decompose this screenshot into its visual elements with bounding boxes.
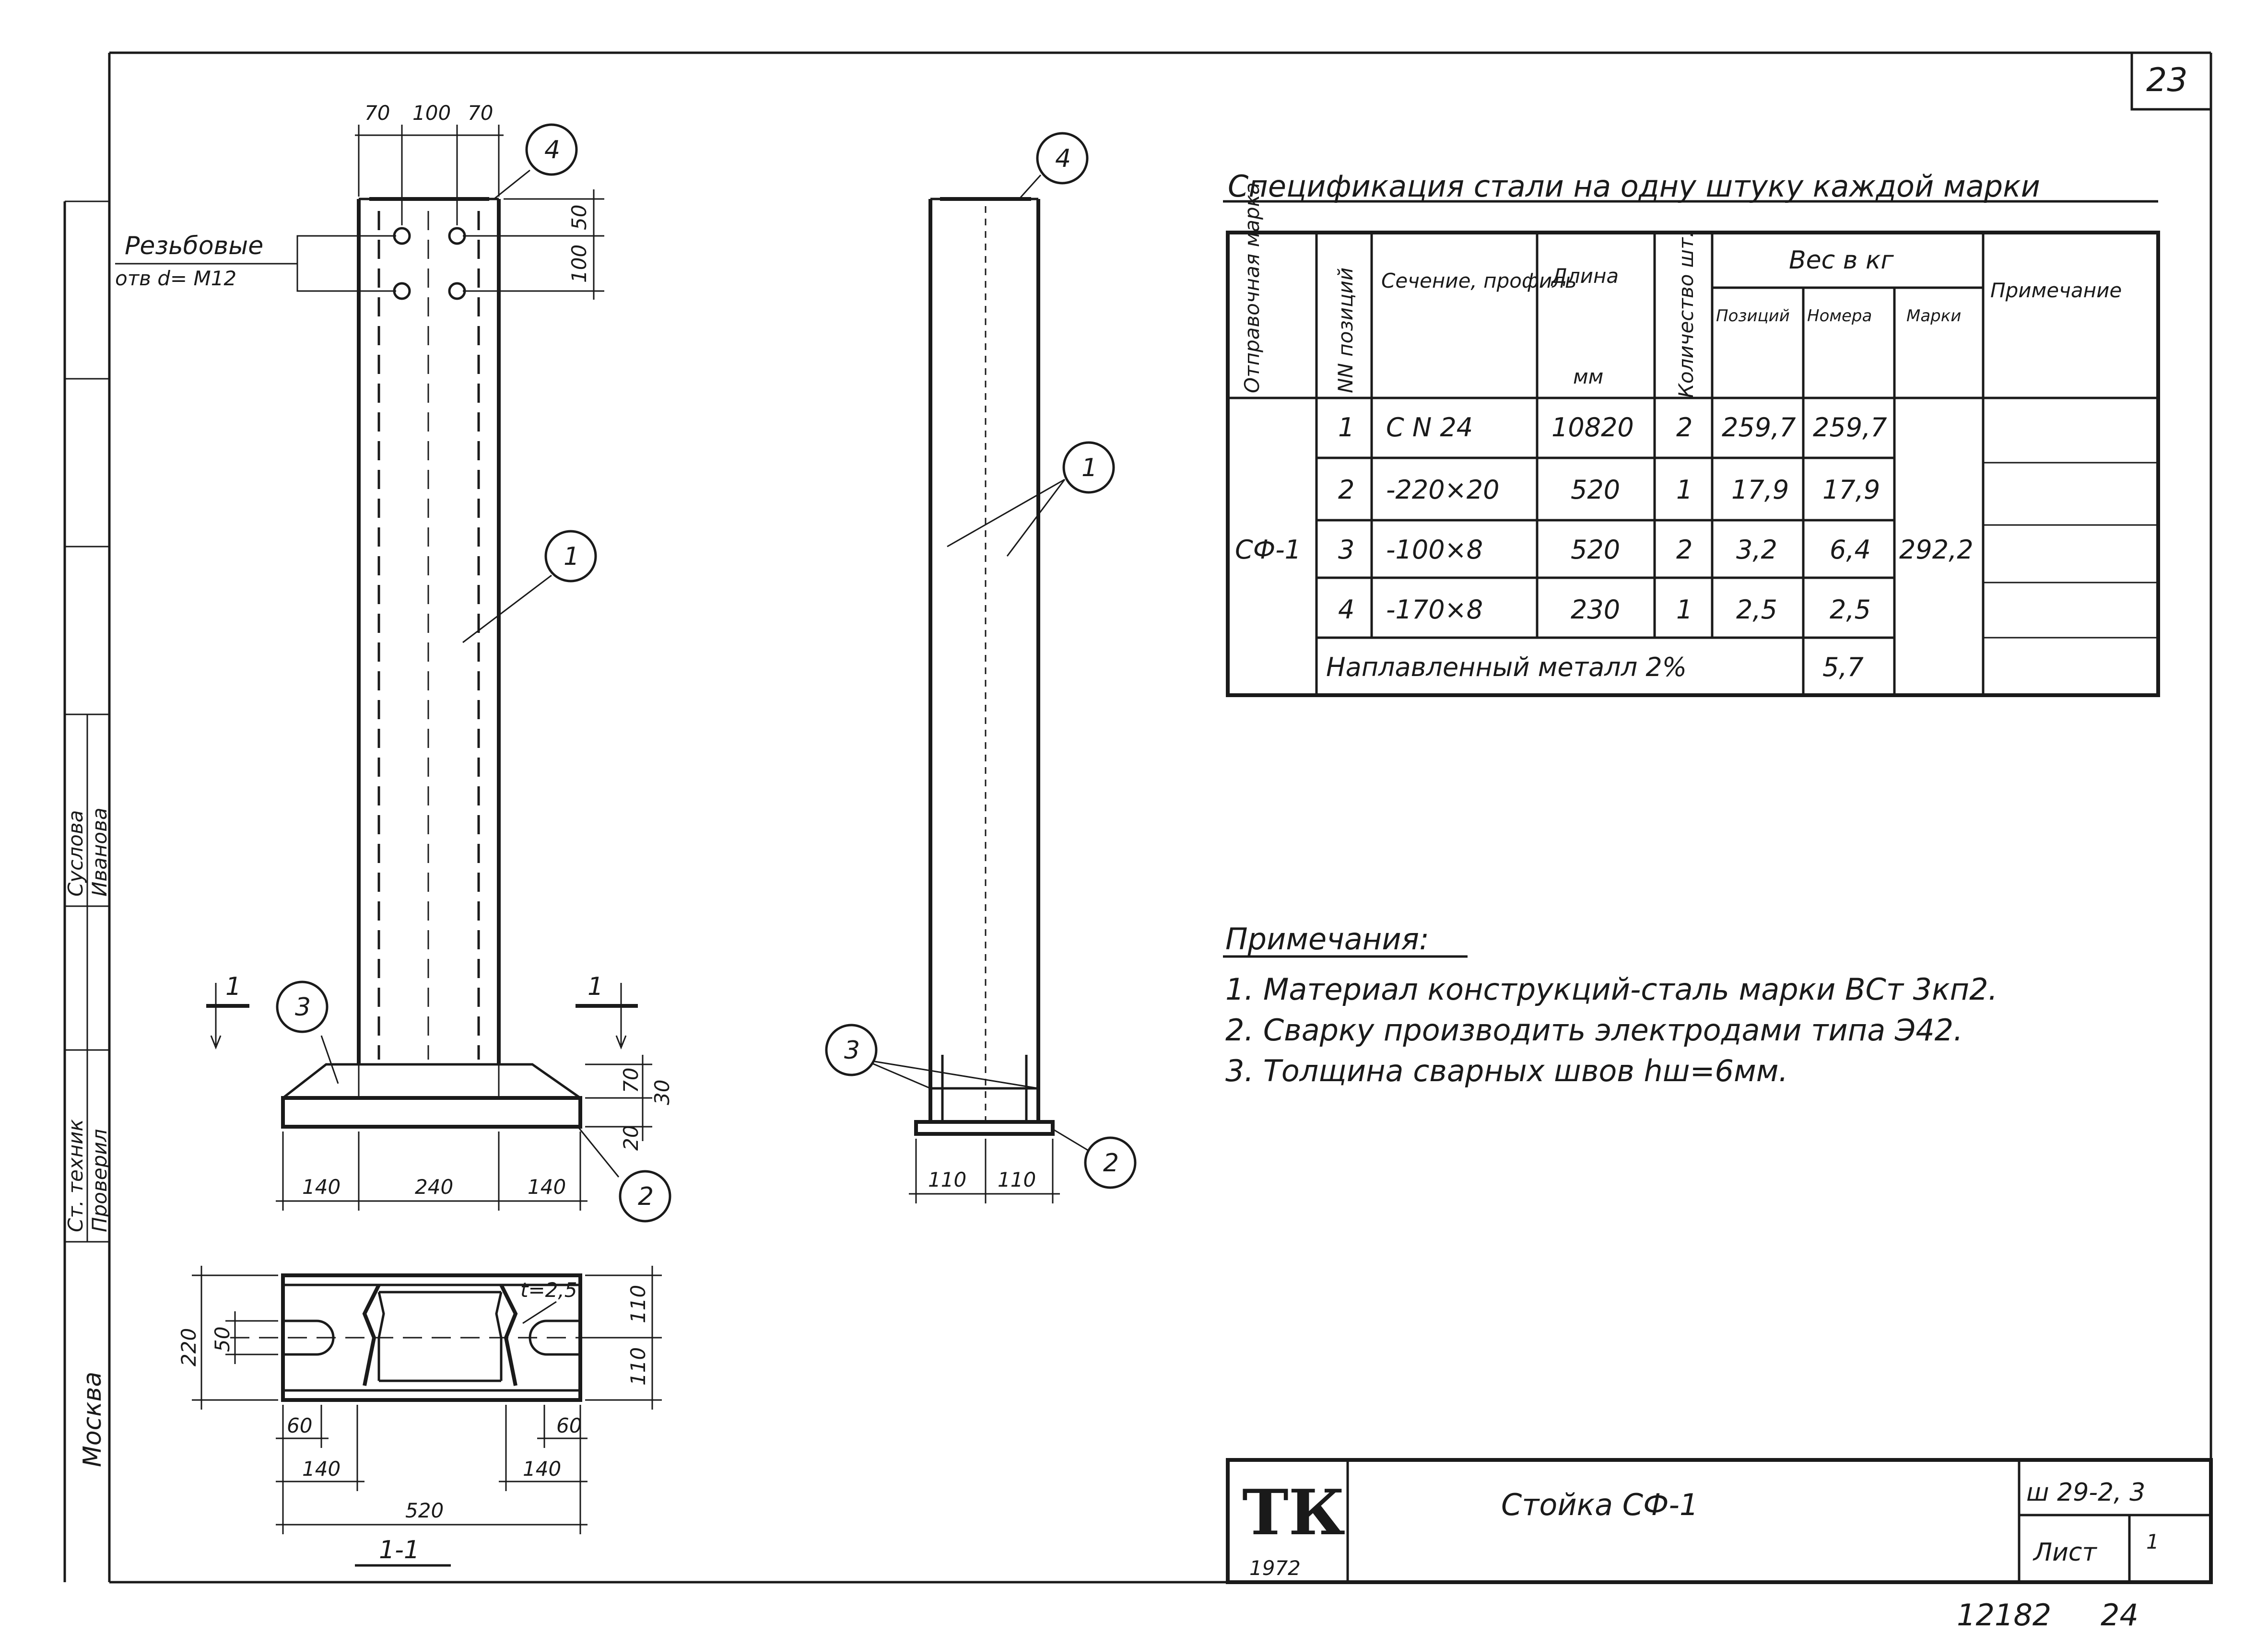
section-title: 1-1: [379, 1536, 420, 1564]
dim-base-right-2: 30: [650, 1079, 674, 1105]
row4-wpos: 2,5: [1736, 595, 1777, 625]
row2-qty: 1: [1676, 475, 1693, 505]
row3-wpos: 3,2: [1736, 535, 1777, 565]
left-strip-name-1: Суслова: [64, 810, 87, 897]
hdr-mark: Отправочная марка: [1240, 182, 1264, 393]
dim-base-right-3: 20: [619, 1125, 643, 1151]
row4-pos: 4: [1338, 595, 1355, 625]
left-strip-checked: Проверил: [88, 1129, 111, 1232]
title-block-year: 1972: [1249, 1556, 1301, 1580]
row3-wnum: 6,4: [1830, 535, 1871, 565]
dim-side-1: 110: [928, 1168, 967, 1191]
hdr-weight: Вес в кг: [1789, 246, 1894, 275]
hdr-note: Примечание: [1990, 279, 2122, 302]
title-block-name: Стойка СФ-1: [1501, 1487, 1699, 1522]
weld-note: t=2,5: [520, 1278, 577, 1302]
row3-qty: 2: [1676, 535, 1693, 565]
title-block-sheet-no: 1: [2146, 1530, 2159, 1553]
hdr-w-mark: Марки: [1906, 306, 1962, 326]
spec-mark: СФ-1: [1235, 535, 1302, 565]
dim-right-1: 50: [567, 204, 591, 230]
dim-sec-bottom-2: 140: [523, 1457, 562, 1481]
dim-sec-bottom-1: 140: [302, 1457, 341, 1481]
section-mark-right: 1: [588, 972, 604, 1001]
note-3: 3. Толщина сварных швов hш=6мм.: [1225, 1053, 1788, 1088]
bottom-sheet: 24: [2101, 1598, 2139, 1633]
row2-pos: 2: [1338, 475, 1355, 505]
hdr-length: Длина: [1551, 264, 1619, 288]
row1-wnum: 259,7: [1813, 412, 1887, 443]
row2-length: 520: [1571, 475, 1621, 505]
title-block-logo: ТК: [1242, 1476, 1345, 1549]
dim-base-3: 140: [528, 1175, 566, 1199]
side-view: [916, 199, 1053, 1134]
dim-top-2: 100: [412, 101, 451, 125]
row1-qty: 2: [1676, 412, 1693, 443]
dim-sec-left-1: 220: [177, 1328, 200, 1366]
row3-length: 520: [1571, 535, 1621, 565]
left-strip-city: Москва: [78, 1371, 107, 1467]
row2-wpos: 17,9: [1731, 475, 1789, 505]
left-strip-tech: Ст. техник: [64, 1119, 87, 1232]
note-2: 2. Сварку производить электродами типа Э42.: [1225, 1013, 1963, 1048]
note-1: 1. Материал конструкций-сталь марки ВСт 3кп2.: [1225, 972, 1998, 1007]
hdr-w-num: Номера: [1807, 306, 1872, 326]
front-view: [283, 199, 580, 1127]
section-mark-left: 1: [225, 972, 242, 1001]
title-block-sheet-label: Лист: [2033, 1538, 2097, 1567]
row3-pos: 3: [1338, 535, 1355, 565]
row2-wnum: 17,9: [1822, 475, 1880, 505]
hdr-pos: NN позиций: [1334, 267, 1357, 393]
weld-row-label: Наплавленный металл 2%: [1326, 652, 1687, 682]
bubble-front-2: 2: [638, 1182, 654, 1211]
row1-pos: 1: [1338, 412, 1355, 443]
row4-section: -170×8: [1386, 595, 1483, 625]
front-bubbles: [277, 125, 670, 1221]
dim-sec-left-2: 50: [211, 1326, 234, 1352]
row1-length: 10820: [1551, 412, 1634, 443]
bubble-front-3: 3: [295, 993, 311, 1022]
hdr-w-pos: Позиций: [1716, 306, 1790, 326]
row1-section: C N 24: [1386, 412, 1473, 443]
title-block-code: ш 29-2, 3: [2026, 1478, 2146, 1507]
dim-base-2: 240: [415, 1175, 454, 1199]
spec-title: Спецификация стали на одну штуку каждой марки: [1228, 169, 2040, 204]
row1-wpos: 259,7: [1722, 412, 1796, 443]
front-top-dims: [355, 125, 504, 225]
row4-qty: 1: [1676, 595, 1693, 625]
dim-sec-bottom-small-1: 60: [287, 1414, 313, 1437]
side-bubbles: [826, 133, 1135, 1188]
bubble-front-1: 1: [564, 542, 580, 571]
dim-top-1: 70: [364, 101, 390, 125]
mark-weight: 292,2: [1899, 535, 1974, 565]
hole-callout-line-1: Резьбовые: [125, 232, 264, 260]
section-marks: [206, 983, 638, 1048]
notes-title: Примечания:: [1225, 922, 1429, 957]
dim-sec-total: 520: [405, 1499, 444, 1522]
dim-sec-right-1: 110: [626, 1284, 650, 1323]
row3-section: -100×8: [1386, 535, 1483, 565]
hdr-section: Сечение, профиль: [1381, 269, 1577, 292]
bubble-side-3: 3: [844, 1036, 860, 1065]
dim-base-right-1: 70: [619, 1067, 643, 1093]
hdr-length-unit: мм: [1573, 365, 1604, 388]
bubble-side-2: 2: [1103, 1149, 1119, 1178]
left-strip-name-2: Иванова: [88, 807, 111, 897]
dim-top-3: 70: [468, 101, 494, 125]
hdr-qty: Количество шт.: [1674, 231, 1698, 398]
dim-right-2: 100: [567, 244, 591, 283]
dim-side-2: 110: [998, 1168, 1036, 1191]
row2-section: -220×20: [1386, 475, 1500, 505]
hole-callout-line-2: отв d= M12: [115, 267, 237, 290]
bubble-front-4: 4: [544, 136, 561, 164]
row4-wnum: 2,5: [1830, 595, 1871, 625]
dim-base-1: 140: [302, 1175, 341, 1199]
row4-length: 230: [1571, 595, 1621, 625]
bottom-code: 12182: [1957, 1598, 2052, 1633]
page-number: 23: [2146, 61, 2188, 99]
dim-sec-right-2: 110: [626, 1347, 650, 1386]
dim-sec-bottom-small-2: 60: [556, 1414, 582, 1437]
sheet-frame: [109, 53, 2211, 1582]
bubble-side-4: 4: [1055, 144, 1071, 173]
weld-row-value: 5,7: [1822, 652, 1864, 682]
bubble-side-1: 1: [1081, 454, 1098, 482]
